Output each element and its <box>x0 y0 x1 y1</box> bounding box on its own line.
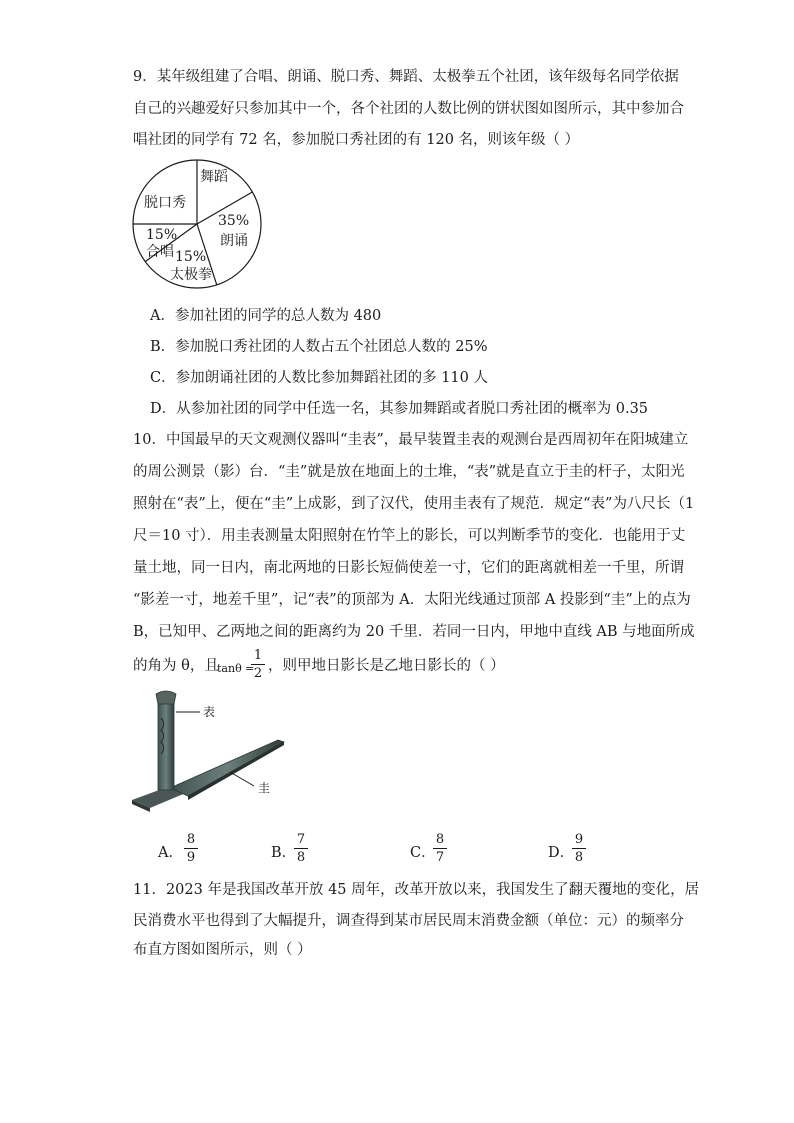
biao-label: 表 <box>203 705 216 719</box>
q10-line-5: 量土地，同一日内，南北两地的日影长短倘使差一寸，它们的距离就相差一千里，所谓 <box>133 560 684 576</box>
q9-option-a: A．参加社团的同学的总人数为 480 <box>150 308 382 324</box>
q9-option-b: B．参加脱口秀社团的人数占五个社团总人数的 25% <box>150 339 488 355</box>
biao-top <box>156 691 176 704</box>
q10-option-b-den: 8 <box>296 850 306 865</box>
q10-line-8-post: ，则甲地日影长是乙地日影长的（ ） <box>268 658 505 674</box>
q10-option-a-bar <box>184 848 198 849</box>
q11-line-3: 布直方图如图所示，则（ ） <box>133 942 312 958</box>
pie-label-taiji: 太极拳 <box>170 267 212 283</box>
q9-line-1: 9．某年级组建了合唱、朗诵、脱口秀、舞蹈、太极拳五个社团，该年级每名同学依据 <box>133 69 679 85</box>
pie-label-recite-pct: 35% <box>218 213 250 229</box>
gui-pointer <box>230 772 254 786</box>
q9-line-2: 自己的兴趣爱好只参加其中一个，各个社团的人数比例的饼状图如图所示，其中参加合 <box>133 101 684 117</box>
pie-label-taiji-pct: 15% <box>175 249 207 265</box>
q11-line-2: 民消费水平也得到了大幅提升，调查得到某市居民周末消费金额（单位：元）的频率分 <box>133 913 684 929</box>
tan-fraction <box>251 648 265 681</box>
pie-label-choir-pct: 15% <box>146 227 178 243</box>
tan-expression: tanθ = <box>217 662 255 675</box>
q10-option-b-bar <box>294 848 308 849</box>
biao-post <box>158 702 174 790</box>
q10-option-c-letter: C． <box>410 845 436 861</box>
tan-fraction-numerator: 1 <box>253 648 263 663</box>
q10-line-7: B，已知甲、乙两地之间的距离约为 20 千里．若同一日内，甲地中直线 AB 与地面所成 <box>133 624 695 640</box>
q10-line-4: 尺＝10 寸）．用圭表测量太阳照射在竹竿上的影长，可以判断季节的变化．也能用于丈 <box>133 528 686 544</box>
q10-option-c-bar <box>433 848 447 849</box>
q10-option-a-fraction <box>184 832 198 865</box>
q10-option-a-den: 9 <box>186 850 196 865</box>
q10-option-b-letter: B． <box>271 845 297 861</box>
q10-option-d-den: 8 <box>574 850 584 865</box>
q11-line-1: 11．2023 年是我国改革开放 45 周年，改革开放以来，我国发生了翻天覆地的变化，居 <box>133 882 700 898</box>
q10-line-6: “影差一寸，地差千里”，记“表”的顶部为 A．太阳光线通过顶部 A 投影到“圭”上的点为 <box>133 592 691 608</box>
q10-option-c-den: 7 <box>435 850 445 865</box>
q10-line-1: 10．中国最早的天文观测仪器叫“圭表”，最早装置圭表的观测台是西周初年在阳城建立 <box>133 432 689 448</box>
q9-option-d: D．从参加社团的同学中任选一名，其参加舞蹈或者脱口秀社团的概率为 0.35 <box>150 401 649 417</box>
q10-option-a-num: 8 <box>186 832 196 847</box>
gui-label: 圭 <box>258 781 271 795</box>
pie-chart <box>130 157 270 292</box>
q10-option-d-fraction <box>572 832 586 865</box>
q10-option-c-fraction <box>433 832 447 865</box>
q10-option-d-bar <box>572 848 586 849</box>
pie-label-recite: 朗诵 <box>220 233 248 249</box>
q10-option-b-fraction <box>294 832 308 865</box>
q10-line-3: 照射在“表”上，便在“圭”上成影，到了汉代，使用圭表有了规范．规定“表”为八尺长（1 <box>133 496 695 512</box>
q10-option-a-letter: A． <box>158 845 183 861</box>
q10-option-b-num: 7 <box>296 832 306 847</box>
pie-label-talk: 脱口秀 <box>144 195 186 211</box>
q9-line-3: 唱社团的同学有 72 名，参加脱口秀社团的有 120 名，则该年级（ ） <box>133 132 580 148</box>
tan-fraction-bar <box>251 664 265 665</box>
q10-option-d-letter: D． <box>548 845 575 861</box>
tan-fraction-denominator: 2 <box>253 666 263 681</box>
q10-line-8-pre: 的角为 θ，且 <box>133 658 219 674</box>
gnomon-figure <box>130 688 290 818</box>
q9-option-c: C．参加朗诵社团的人数比参加舞蹈社团的多 110 人 <box>150 370 488 386</box>
pie-label-dance: 舞蹈 <box>200 169 228 185</box>
pie-label-choir: 合唱 <box>146 244 174 260</box>
q10-option-c-num: 8 <box>435 832 445 847</box>
q10-option-d-num: 9 <box>574 832 584 847</box>
q10-line-2: 的周公测景（影）台．“圭”就是放在地面上的土堆，“表”就是直立于圭的杆子，太阳光 <box>133 464 685 480</box>
